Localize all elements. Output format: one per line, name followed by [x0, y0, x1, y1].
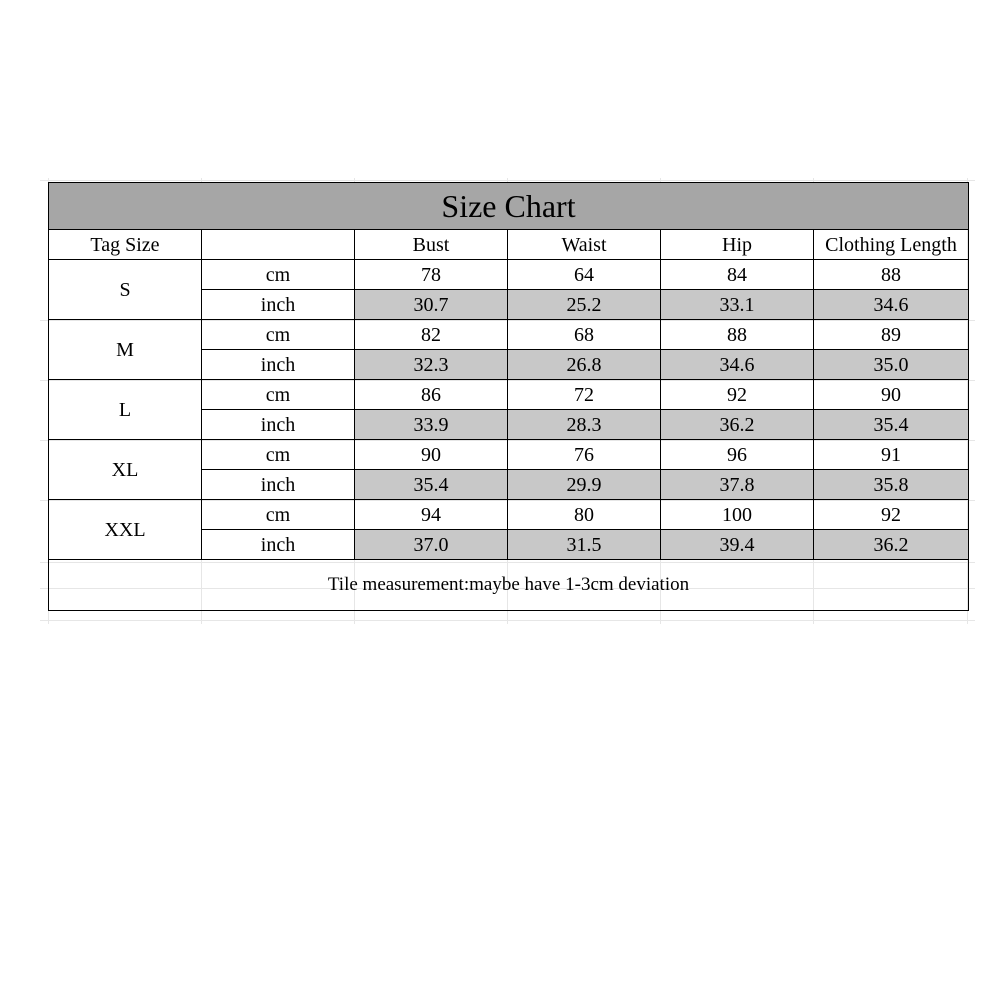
header-row [49, 230, 969, 260]
size-label: S [49, 260, 202, 320]
unit-cell: cm [202, 380, 355, 410]
length-value: 90 [814, 380, 969, 410]
hip-value: 100 [661, 500, 814, 530]
bust-value: 82 [355, 320, 508, 350]
hip-value: 88 [661, 320, 814, 350]
size-chart-table [48, 182, 969, 611]
size-label: L [49, 380, 202, 440]
waist-value: 25.2 [508, 290, 661, 320]
unit-cell: inch [202, 410, 355, 440]
size-label: M [49, 320, 202, 380]
waist-value: 68 [508, 320, 661, 350]
hip-value: 84 [661, 260, 814, 290]
bust-value: 30.7 [355, 290, 508, 320]
length-value: 34.6 [814, 290, 969, 320]
hip-value: 33.1 [661, 290, 814, 320]
waist-value: 76 [508, 440, 661, 470]
header-hip: Hip [661, 230, 814, 260]
size-label: XL [49, 440, 202, 500]
note-row [49, 560, 969, 611]
length-value: 91 [814, 440, 969, 470]
waist-value: 72 [508, 380, 661, 410]
bust-value: 90 [355, 440, 508, 470]
unit-cell: inch [202, 470, 355, 500]
unit-cell: cm [202, 500, 355, 530]
unit-cell: cm [202, 320, 355, 350]
bust-value: 35.4 [355, 470, 508, 500]
table-row [49, 380, 969, 410]
waist-value: 26.8 [508, 350, 661, 380]
measurement-note: Tile measurement:maybe have 1-3cm deviation [49, 560, 969, 611]
table-row [49, 260, 969, 290]
unit-cell: inch [202, 530, 355, 560]
hip-value: 96 [661, 440, 814, 470]
hip-value: 36.2 [661, 410, 814, 440]
header-waist: Waist [508, 230, 661, 260]
bust-value: 78 [355, 260, 508, 290]
length-value: 36.2 [814, 530, 969, 560]
title-row [49, 183, 969, 230]
bust-value: 37.0 [355, 530, 508, 560]
length-value: 35.0 [814, 350, 969, 380]
table-row [49, 440, 969, 470]
bust-value: 86 [355, 380, 508, 410]
unit-cell: cm [202, 440, 355, 470]
size-label: XXL [49, 500, 202, 560]
waist-value: 29.9 [508, 470, 661, 500]
length-value: 89 [814, 320, 969, 350]
chart-title: Size Chart [49, 183, 969, 230]
unit-cell: inch [202, 350, 355, 380]
bust-value: 32.3 [355, 350, 508, 380]
hip-value: 92 [661, 380, 814, 410]
waist-value: 28.3 [508, 410, 661, 440]
bust-value: 94 [355, 500, 508, 530]
length-value: 35.8 [814, 470, 969, 500]
hip-value: 39.4 [661, 530, 814, 560]
table-row [49, 500, 969, 530]
header-bust: Bust [355, 230, 508, 260]
waist-value: 80 [508, 500, 661, 530]
unit-cell: cm [202, 260, 355, 290]
unit-cell: inch [202, 290, 355, 320]
bust-value: 33.9 [355, 410, 508, 440]
length-value: 92 [814, 500, 969, 530]
header-tag-size: Tag Size [49, 230, 202, 260]
waist-value: 31.5 [508, 530, 661, 560]
table-row [49, 320, 969, 350]
hip-value: 37.8 [661, 470, 814, 500]
header-clothing-length: Clothing Length [814, 230, 969, 260]
header-unit [202, 230, 355, 260]
waist-value: 64 [508, 260, 661, 290]
length-value: 35.4 [814, 410, 969, 440]
hip-value: 34.6 [661, 350, 814, 380]
length-value: 88 [814, 260, 969, 290]
